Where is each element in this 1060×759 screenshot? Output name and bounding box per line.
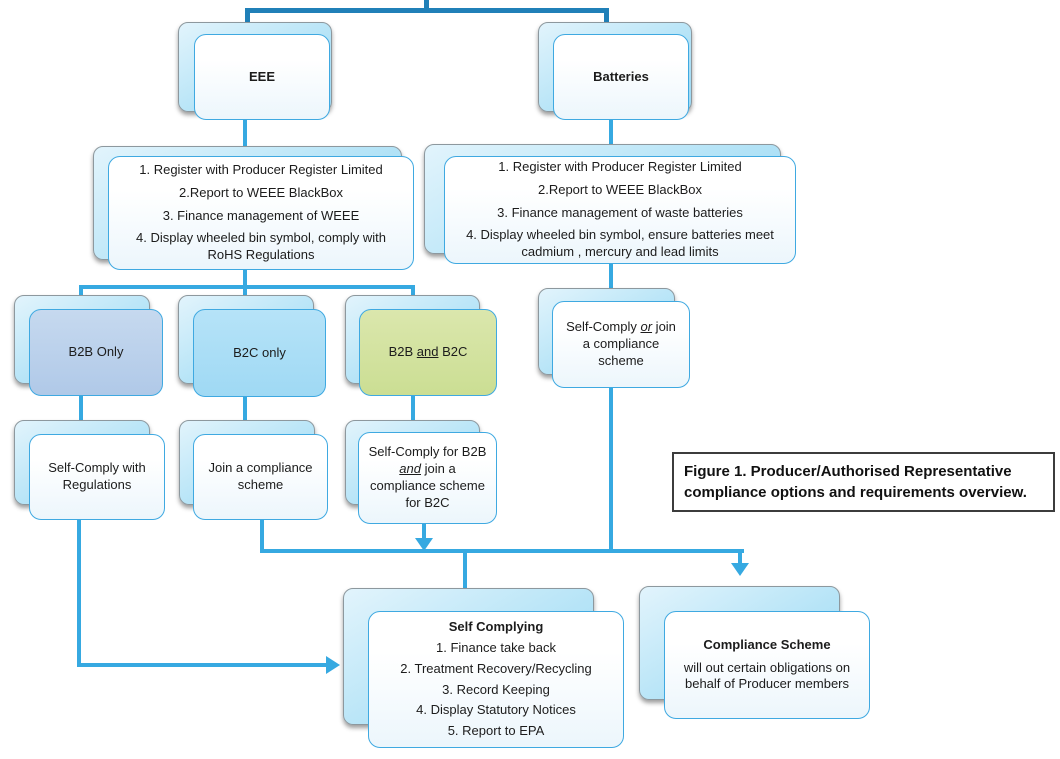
b2b-and-b2c-pre: B2B [388,344,417,360]
eee-node [194,34,330,120]
self-comply-b2b-emph: and [399,461,421,477]
b2b-only-node [29,309,163,396]
batteries-obligations-node [444,156,796,264]
b2b-and-b2c-post: B2C [438,344,468,360]
b2c-only-label: B2C only [233,344,286,360]
connector-collector-horizontal [260,549,744,553]
eee-obligation-1: 1. Register with Producer Register Limited [139,161,383,177]
self-comply-or-join-node [552,301,690,388]
self-comply-b2b-post: join a compliance scheme for B2C [370,461,485,510]
eee-obligation-4: 4. Display wheeled bin symbol, comply with RoHS Regulations [136,230,386,263]
batteries-obligation-3: 3. Finance management of waste batteries [497,204,743,220]
join-scheme-node [193,434,328,520]
self-comply-or-join-pre: Self-Comply [566,319,641,335]
connector-selfcomply-down [77,517,81,667]
b2b-only-label: B2B Only [68,344,124,360]
b2c-only-node [193,309,326,397]
eee-obligation-3: 3. Finance management of WEEE [162,207,360,223]
connector-collector-to-self-complying [463,553,467,591]
self-complying-item-2: 2. Treatment Recovery/Recycling [400,660,592,676]
self-comply-regulations-node [29,434,165,520]
self-complying-node [368,611,624,748]
batteries-label: Batteries [593,68,649,84]
b2b-and-b2c-label [389,344,468,361]
connector-joinscheme-down [260,517,264,553]
self-comply-or-join-emph: or [640,319,653,335]
self-comply-or-join-post: join a compliance scheme [582,319,676,368]
compliance-scheme-body: will out certain obligations on behalf of Producer members [683,659,851,692]
eee-obligation-2: 2.Report to WEEE BlackBox [178,184,343,200]
eee-label: EEE [248,68,275,84]
self-complying-item-5: 5. Report to EPA [447,723,545,739]
self-comply-b2b-pre: Self-Comply for B2B [368,444,487,460]
compliance-scheme-node [664,611,870,719]
compliance-scheme-title: Compliance Scheme [703,636,831,652]
batteries-node [553,34,689,120]
connector-selfcomply-right [77,663,327,667]
b2b-and-b2c-emph: and [416,344,439,360]
batteries-obligation-2: 2.Report to WEEE BlackBox [537,181,702,197]
join-scheme-label: Join a compliance scheme [208,460,313,492]
connector-top-horizontal [245,8,609,13]
batteries-obligation-4: 4. Display wheeled bin symbol, ensure batteries meet cadmium , mercury and lead limits [466,227,774,260]
self-complying-item-1: 1. Finance take back [436,639,556,655]
self-comply-regulations-label: Self-Comply with Regulations [48,460,146,492]
figure-caption: Figure 1. Producer/Authorised Representative compliance options and requirements overview. [672,452,1055,512]
self-complying-item-4: 4. Display Statutory Notices [416,702,576,718]
arrow-into-compliance-scheme [731,563,749,576]
batteries-obligation-1: 1. Register with Producer Register Limited [498,158,742,174]
connector-bataction-to-collector [609,386,613,553]
b2b-and-b2c-node [359,309,497,396]
arrow-into-self-complying [326,656,340,674]
self-complying-title: Self Complying [448,618,544,634]
self-comply-or-join-label [561,319,681,370]
eee-obligations-node [108,156,414,270]
self-comply-b2b-label [367,444,488,512]
self-complying-item-3: 3. Record Keeping [442,681,550,697]
connector-branch-horizontal [79,285,415,289]
self-comply-b2b-node [358,432,497,524]
arrow-b2b-b2c-to-collector [415,538,433,551]
